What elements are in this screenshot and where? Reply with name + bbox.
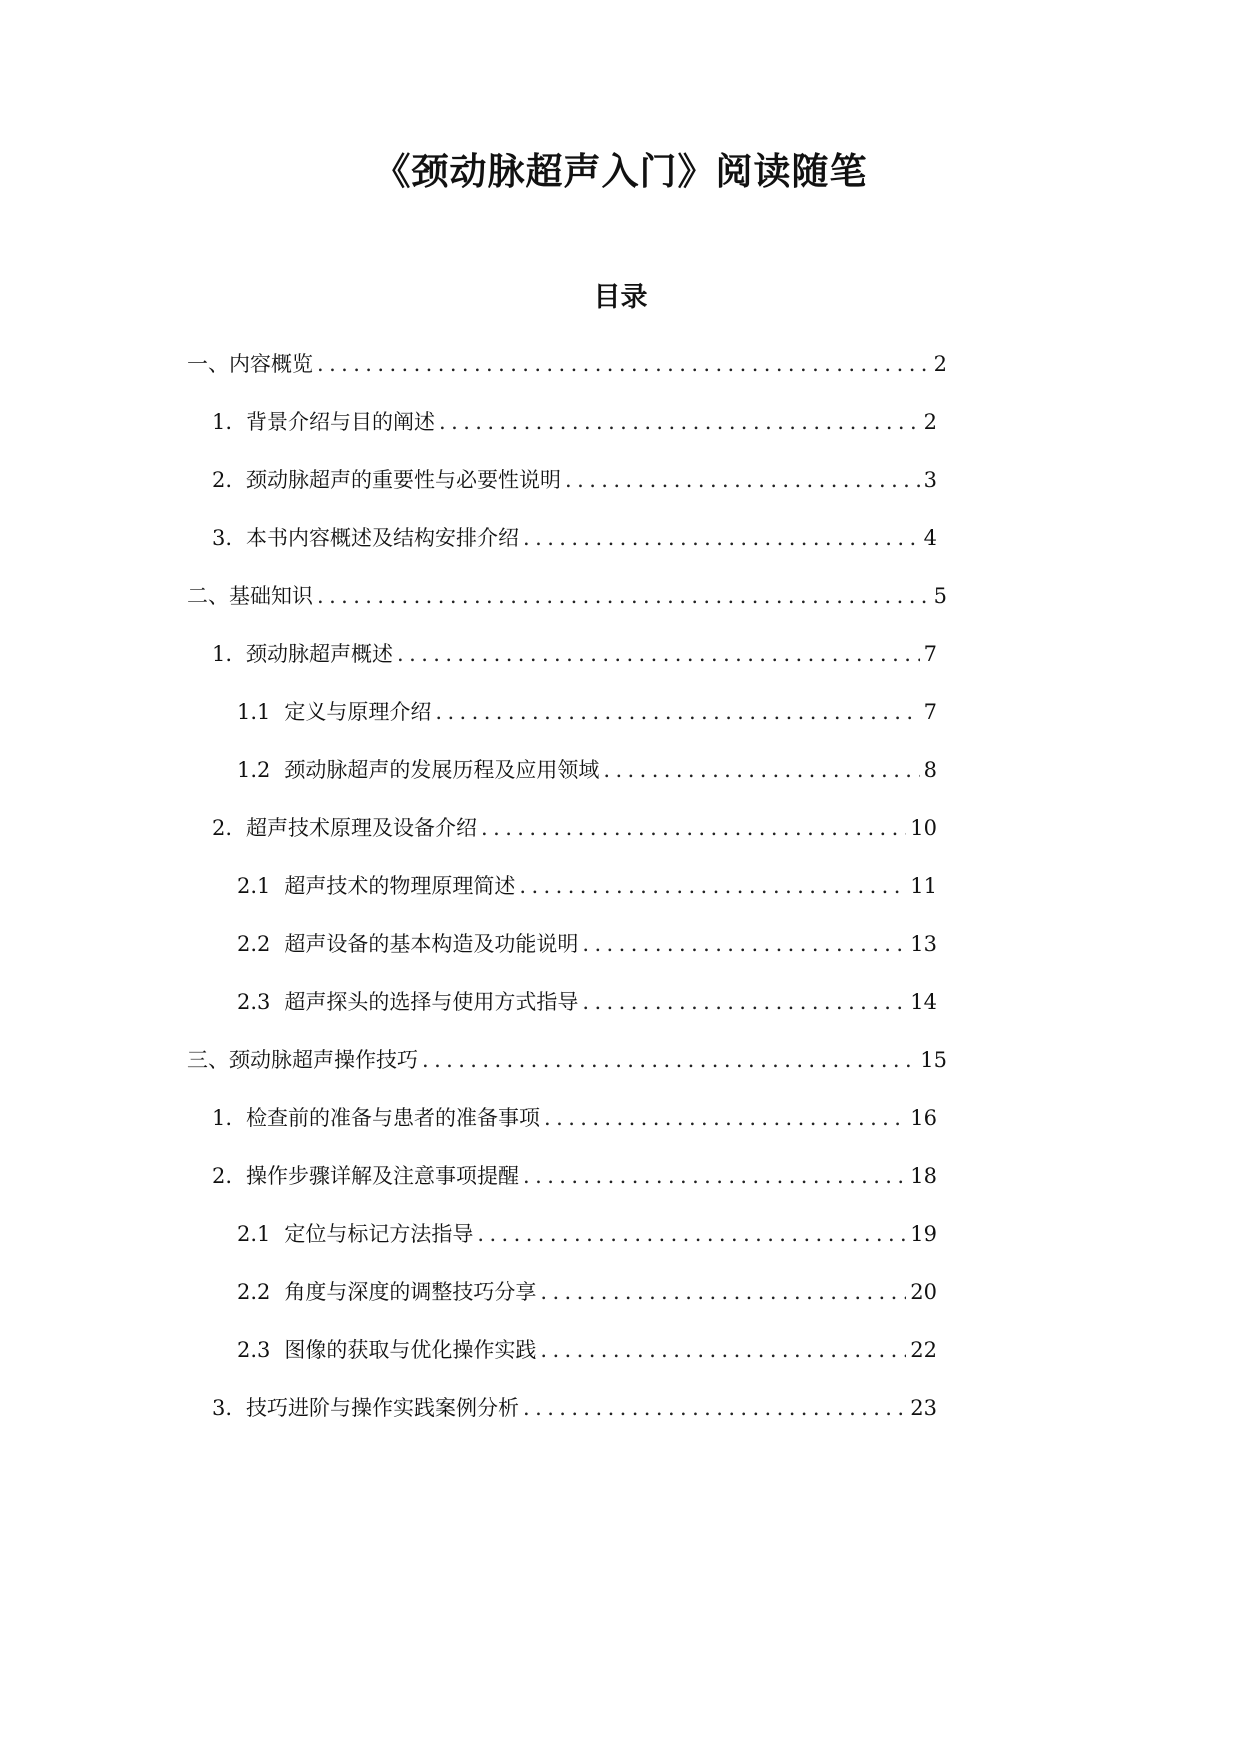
toc-entry-page-number: 7 xyxy=(923,700,937,724)
toc-entry-page-number: 7 xyxy=(923,642,937,666)
toc-entry-label: 角度与深度的调整技巧分享 xyxy=(284,1280,537,1304)
toc-entry-label: 背景介绍与目的阐述 xyxy=(246,410,436,434)
toc-dot-leader xyxy=(481,814,906,842)
toc-entry[interactable] xyxy=(187,576,947,610)
toc-entry-page-number: 13 xyxy=(910,932,937,956)
toc-entry-number: 2.2 xyxy=(237,932,271,956)
toc-entry-label: 超声设备的基本构造及功能说明 xyxy=(284,932,579,956)
toc-entry-label: 本书内容概述及结构安排介绍 xyxy=(246,526,520,550)
toc-dot-leader xyxy=(582,988,906,1016)
toc-dot-leader xyxy=(477,1220,906,1248)
toc-dot-leader xyxy=(565,466,920,494)
toc-entry-page-number: 18 xyxy=(910,1164,937,1188)
toc-entry-number: 2.3 xyxy=(237,1338,271,1362)
toc-entry[interactable] xyxy=(237,924,937,958)
toc-entry-label: 技巧进阶与操作实践案例分析 xyxy=(246,1396,520,1420)
toc-dot-leader xyxy=(523,524,920,552)
toc-dot-leader xyxy=(582,930,906,958)
toc-entry-page-number: 10 xyxy=(910,816,937,840)
document-title: 《颈动脉超声入门》阅读随笔 xyxy=(373,149,868,193)
toc-heading: 目录 xyxy=(593,282,648,313)
toc-entry-label: 检查前的准备与患者的准备事项 xyxy=(246,1106,541,1130)
toc-entry[interactable] xyxy=(212,1156,937,1190)
toc-entry-page-number: 16 xyxy=(910,1106,937,1130)
toc-dot-leader xyxy=(439,408,920,436)
toc-entry[interactable] xyxy=(237,692,937,726)
toc-entry[interactable] xyxy=(212,634,937,668)
toc-entry-number: 2.3 xyxy=(237,990,271,1014)
toc-entry-label: 二、基础知识 xyxy=(187,584,313,608)
toc-entry-number: 2.1 xyxy=(237,874,271,898)
toc-entry-label: 颈动脉超声的发展历程及应用领域 xyxy=(284,758,600,782)
toc-entry-page-number: 19 xyxy=(910,1222,937,1246)
toc-entry[interactable] xyxy=(212,402,937,436)
toc-entry[interactable] xyxy=(212,460,937,494)
toc-entry-label: 一、内容概览 xyxy=(187,352,313,376)
toc-entry-page-number: 8 xyxy=(923,758,937,782)
toc-entry-page-number: 4 xyxy=(923,526,937,550)
toc-entry-page-number: 2 xyxy=(923,410,937,434)
toc-entry-number: 1.1 xyxy=(237,700,271,724)
toc-dot-leader xyxy=(523,1162,906,1190)
toc-entry-label: 颈动脉超声概述 xyxy=(246,642,394,666)
toc-entry[interactable] xyxy=(237,1330,937,1364)
toc-entry[interactable] xyxy=(187,344,947,378)
toc-entry-number: 1. xyxy=(212,410,233,434)
toc-entry-number: 2. xyxy=(212,1164,233,1188)
toc-entry-label: 图像的获取与优化操作实践 xyxy=(284,1338,537,1362)
toc-dot-leader xyxy=(317,582,930,610)
toc-entry-page-number: 22 xyxy=(910,1338,937,1362)
toc-entry[interactable] xyxy=(212,1388,937,1422)
toc-dot-leader xyxy=(397,640,920,668)
toc-entry-label: 超声技术原理及设备介绍 xyxy=(246,816,478,840)
toc-dot-leader xyxy=(603,756,919,784)
toc-entry[interactable] xyxy=(237,982,937,1016)
toc-entry-label: 超声探头的选择与使用方式指导 xyxy=(284,990,579,1014)
toc-entry-number: 2.1 xyxy=(237,1222,271,1246)
toc-entry-number: 1. xyxy=(212,1106,233,1130)
toc-entry-number: 3. xyxy=(212,526,233,550)
toc-entry-number: 1. xyxy=(212,642,233,666)
toc-entry-page-number: 23 xyxy=(910,1396,937,1420)
toc-entry-page-number: 3 xyxy=(923,468,937,492)
toc-dot-leader xyxy=(435,698,919,726)
toc-entry-page-number: 15 xyxy=(920,1048,947,1072)
toc-entry-number: 3. xyxy=(212,1396,233,1420)
toc-entry[interactable] xyxy=(212,518,937,552)
toc-entry-number: 2. xyxy=(212,468,233,492)
toc-entry[interactable] xyxy=(237,866,937,900)
toc-entry-page-number: 11 xyxy=(910,874,937,898)
toc-dot-leader xyxy=(422,1046,916,1074)
toc-entry[interactable] xyxy=(237,1272,937,1306)
toc-dot-leader xyxy=(544,1104,906,1132)
toc-entry-label: 定义与原理介绍 xyxy=(284,700,432,724)
toc-dot-leader xyxy=(519,872,906,900)
toc-dot-leader xyxy=(540,1336,906,1364)
toc-entry-label: 三、颈动脉超声操作技巧 xyxy=(187,1048,418,1072)
toc-entry-page-number: 5 xyxy=(933,584,947,608)
toc-dot-leader xyxy=(317,350,930,378)
toc-dot-leader xyxy=(523,1394,906,1422)
toc-entry[interactable] xyxy=(212,808,937,842)
toc-entry[interactable] xyxy=(237,1214,937,1248)
toc-entry[interactable] xyxy=(212,1098,937,1132)
toc-entry-label: 操作步骤详解及注意事项提醒 xyxy=(246,1164,520,1188)
toc-entry-page-number: 14 xyxy=(910,990,937,1014)
toc-dot-leader xyxy=(540,1278,906,1306)
toc-entry-number: 1.2 xyxy=(237,758,271,782)
toc-entry-label: 定位与标记方法指导 xyxy=(284,1222,474,1246)
toc-entry-page-number: 20 xyxy=(910,1280,937,1304)
toc-entry[interactable] xyxy=(187,1040,947,1074)
toc-entry-label: 超声技术的物理原理简述 xyxy=(284,874,516,898)
toc-entry[interactable] xyxy=(237,750,937,784)
toc-entry-number: 2. xyxy=(212,816,233,840)
toc-entry-label: 颈动脉超声的重要性与必要性说明 xyxy=(246,468,562,492)
toc-entry-page-number: 2 xyxy=(933,352,947,376)
toc-entry-number: 2.2 xyxy=(237,1280,271,1304)
